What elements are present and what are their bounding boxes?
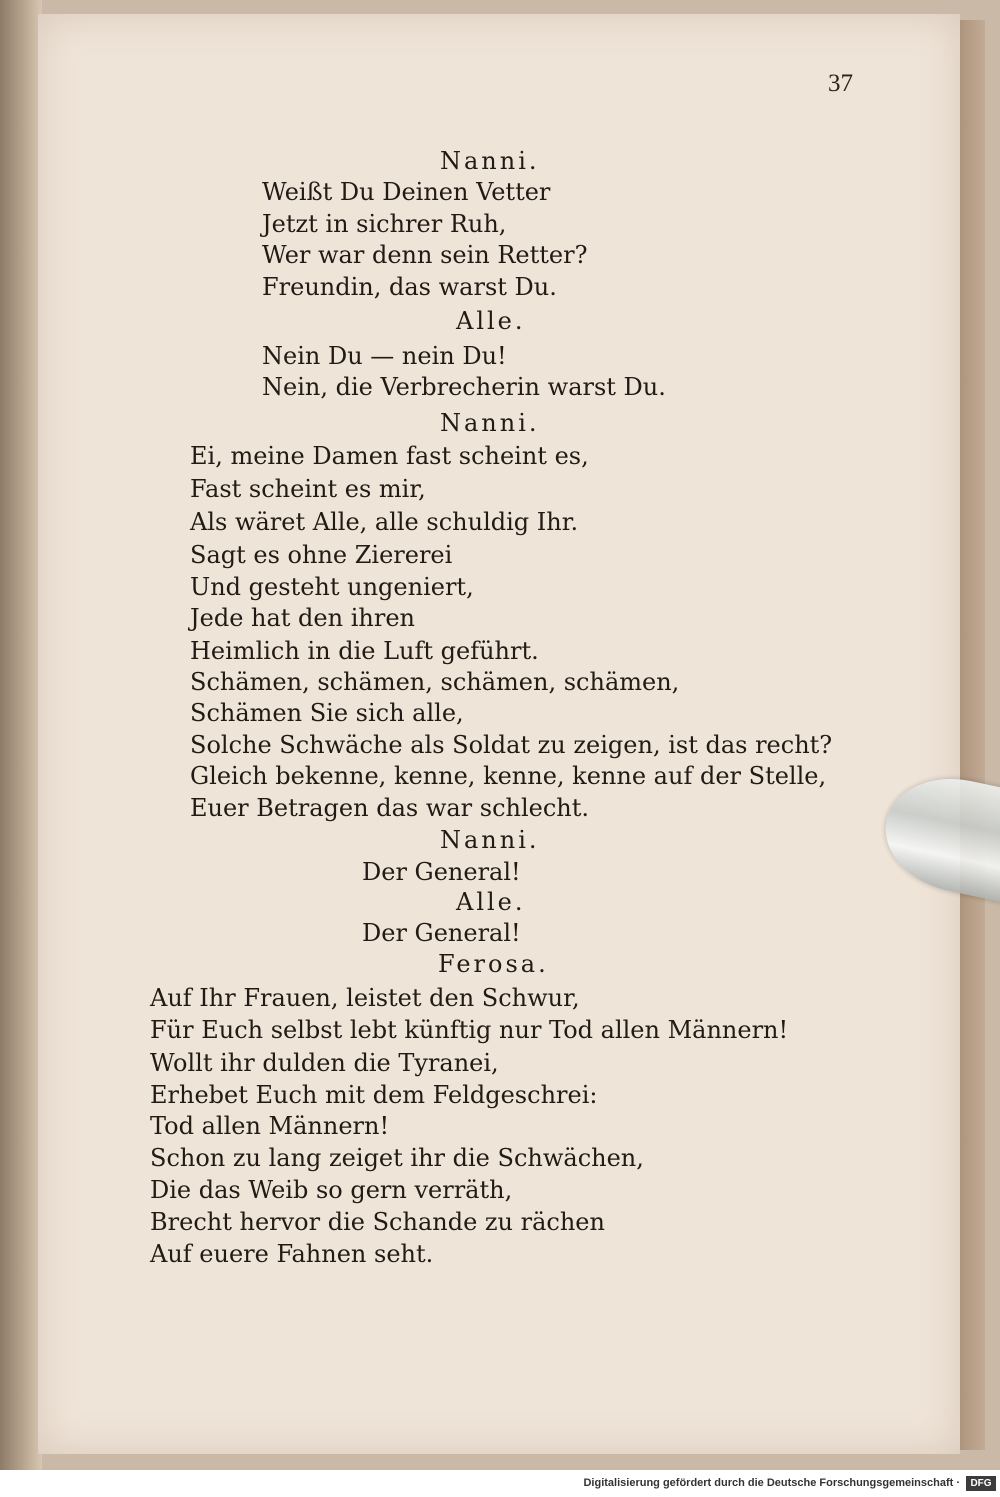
verse-line: Nein Du — nein Du! bbox=[262, 342, 507, 370]
verse-line: Schämen Sie sich alle, bbox=[190, 699, 464, 727]
verse-line: Euer Betragen das war schlecht. bbox=[190, 794, 590, 822]
verse-line: Schämen, schämen, schämen, schämen, bbox=[190, 668, 680, 696]
speaker-name: Nanni. bbox=[440, 826, 540, 854]
verse-line: Heimlich in die Luft geführt. bbox=[190, 637, 539, 665]
verse-line: Nein, die Verbrecherin warst Du. bbox=[262, 373, 666, 401]
book-gutter bbox=[0, 0, 42, 1470]
verse-line: Brecht hervor die Schande zu rächen bbox=[150, 1208, 605, 1236]
funding-credit: Digitalisierung gefördert durch die Deutsche Forschungsgemeinschaft · bbox=[583, 1477, 960, 1489]
verse-line: Als wäret Alle, alle schuldig Ihr. bbox=[190, 508, 579, 536]
verse-line: Freundin, das warst Du. bbox=[262, 273, 557, 301]
verse-line: Der General! bbox=[362, 858, 521, 886]
verse-line: Die das Weib so gern verräth, bbox=[150, 1176, 513, 1204]
speaker-name: Alle. bbox=[456, 307, 526, 335]
verse-line: Wer war denn sein Retter? bbox=[262, 241, 588, 269]
verse-line: Auf Ihr Frauen, leistet den Schwur, bbox=[150, 984, 580, 1012]
verse-line: Sagt es ohne Ziererei bbox=[190, 541, 453, 569]
verse-line: Der General! bbox=[362, 919, 521, 947]
speaker-name: Nanni. bbox=[440, 147, 540, 175]
speaker-name: Nanni. bbox=[440, 409, 540, 437]
verse-line: Erhebet Euch mit dem Feldgeschrei: bbox=[150, 1081, 598, 1109]
verse-line: Fast scheint es mir, bbox=[190, 475, 426, 503]
verse-line: Ei, meine Damen fast scheint es, bbox=[190, 442, 589, 470]
verse-line: Gleich bekenne, kenne, kenne, kenne auf der Stelle, bbox=[190, 762, 827, 790]
verse-line: Jetzt in sichrer Ruh, bbox=[262, 210, 507, 238]
verse-line: Weißt Du Deinen Vetter bbox=[262, 178, 551, 206]
verse-line: Für Euch selbst lebt künftig nur Tod allen Männern! bbox=[150, 1016, 789, 1044]
speaker-name: Ferosa. bbox=[438, 950, 549, 978]
verse-line: Jede hat den ihren bbox=[190, 604, 415, 632]
verse-line: Wollt ihr dulden die Tyranei, bbox=[150, 1049, 499, 1077]
verse-line: Schon zu lang zeiget ihr die Schwächen, bbox=[150, 1144, 644, 1172]
page-number: 37 bbox=[828, 70, 853, 97]
verse-line: Auf euere Fahnen seht. bbox=[150, 1240, 434, 1268]
speaker-name: Alle. bbox=[456, 888, 526, 916]
verse-line: Tod allen Männern! bbox=[150, 1112, 390, 1140]
dfg-logo: DFG bbox=[966, 1476, 996, 1491]
verse-line: Und gesteht ungeniert, bbox=[190, 573, 474, 601]
verse-line: Solche Schwäche als Soldat zu zeigen, ist das recht? bbox=[190, 731, 833, 759]
